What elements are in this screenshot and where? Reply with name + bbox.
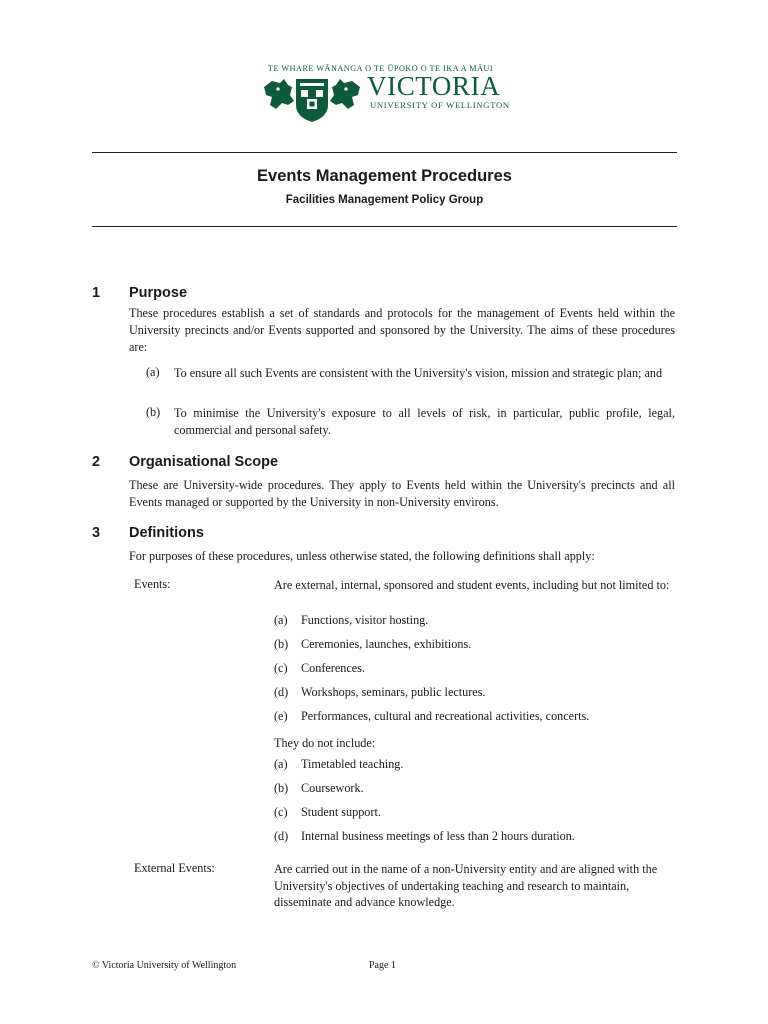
section-title-scope: Organisational Scope xyxy=(129,454,279,470)
footer-page-number: Page 1 xyxy=(369,960,396,971)
list-item-label: (e) xyxy=(274,709,288,723)
header-rule-top xyxy=(92,152,677,153)
section-number: 1 xyxy=(92,285,101,301)
definition-text: Are external, internal, sponsored and student events, including but not limited to: xyxy=(274,578,670,592)
section-paragraph: These procedures establish a set of standards and protocols for the management of Events held within the University precincts and/or Events supported and sponsored by the University. The aims of these procedures are: xyxy=(129,306,675,354)
list-item-text: Ceremonies, launches, exhibitions. xyxy=(301,637,472,651)
list-item-text: To minimise the University's exposure to all levels of risk, in particular, public profile, legal, commercial and personal safety. xyxy=(174,406,675,437)
logo-subname: UNIVERSITY OF WELLINGTON xyxy=(370,100,510,110)
list-item-text: Workshops, seminars, public lectures. xyxy=(301,685,486,699)
list-item-text: Timetabled teaching. xyxy=(301,757,404,771)
list-item-label: (a) xyxy=(146,365,160,379)
exclusions-intro: They do not include: xyxy=(274,736,376,750)
list-item-text: Student support. xyxy=(301,805,381,819)
list-item-text: Functions, visitor hosting. xyxy=(301,613,429,627)
section-paragraph: These are University-wide procedures. They apply to Events held within the University's precincts and all Events managed or supported by the University in non-University environs. xyxy=(129,478,675,509)
list-item-label: (b) xyxy=(146,405,161,419)
university-crest-icon xyxy=(262,75,362,123)
list-item-label: (d) xyxy=(274,685,289,699)
list-item-text: Coursework. xyxy=(301,781,364,795)
section-paragraph: For purposes of these procedures, unless otherwise stated, the following definitions shall apply: xyxy=(129,549,595,563)
document-subtitle: Facilities Management Policy Group xyxy=(285,194,484,206)
logo-name: VICTORIA xyxy=(367,71,501,101)
definition-term: External Events: xyxy=(134,861,215,875)
section-number: 3 xyxy=(92,525,101,541)
list-item-label: (d) xyxy=(274,829,289,843)
list-item-label: (a) xyxy=(274,613,288,627)
header-rule-bottom xyxy=(92,226,677,227)
list-item-text: Conferences. xyxy=(301,661,365,675)
list-item-text: Internal business meetings of less than 2 hours duration. xyxy=(301,829,575,843)
list-item-label: (b) xyxy=(274,637,289,651)
university-logo xyxy=(262,64,512,122)
definition-term: Events: xyxy=(134,577,171,591)
list-item-text: Performances, cultural and recreational activities, concerts. xyxy=(301,709,590,723)
definition-text: Are carried out in the name of a non-University entity and are aligned with the University's objectives of undertaking teaching and research to maintain, disseminate and advance knowledge. xyxy=(274,862,658,909)
list-item-label: (c) xyxy=(274,805,288,819)
footer-copyright: © Victoria University of Wellington xyxy=(92,960,237,971)
section-title-definitions: Definitions xyxy=(129,525,204,541)
section-title-purpose: Purpose xyxy=(129,285,188,301)
list-item-text: To ensure all such Events are consistent with the University's vision, mission and strategic plan; and xyxy=(174,366,663,380)
list-item-label: (b) xyxy=(274,781,289,795)
logo-motto: TE WHARE WĀNANGA O TE ŪPOKO O TE IKA A MĀUI xyxy=(268,64,494,73)
section-number: 2 xyxy=(92,454,101,470)
list-item-label: (a) xyxy=(274,757,288,771)
document-title: Events Management Procedures xyxy=(257,167,512,185)
list-item-label: (c) xyxy=(274,661,288,675)
